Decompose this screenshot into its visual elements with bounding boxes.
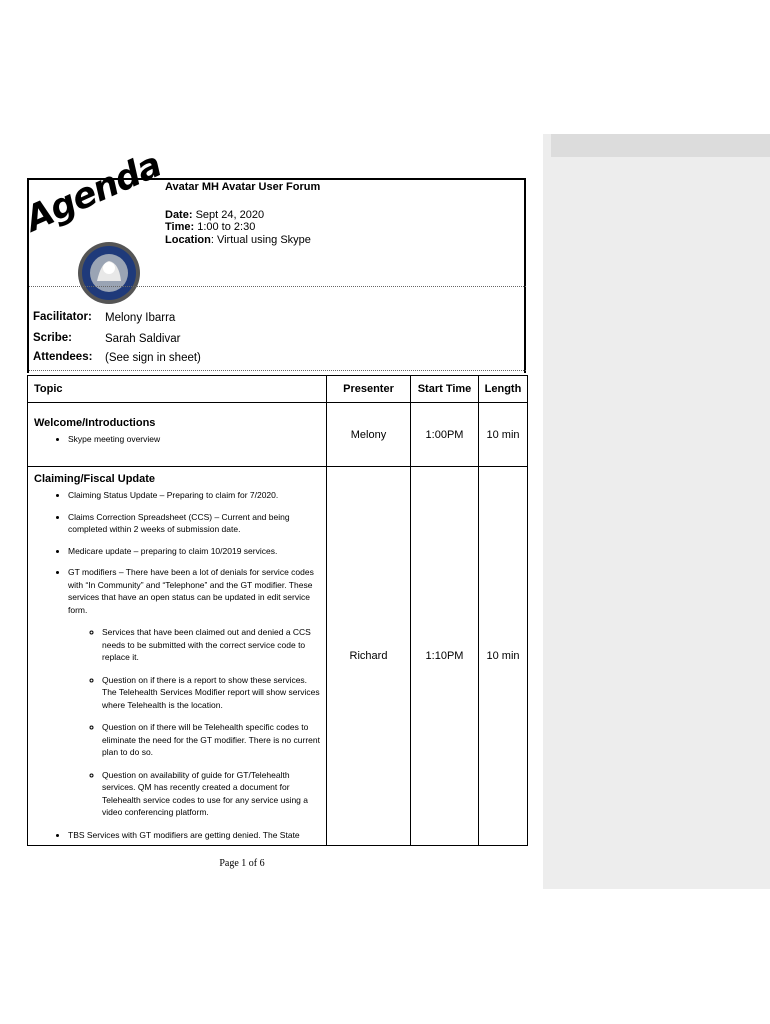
county-seal-icon (77, 241, 141, 305)
list-item: • Claiming Status Update – Preparing to claim for 7/2020. (68, 489, 320, 502)
sub-list-item: ◦ Question on if there is a report to show these services. The Telehealth Services Modifier report will show services where Telehealth is the location. (102, 674, 320, 712)
presenter-cell: Richard (327, 467, 411, 846)
comment-pane (543, 134, 770, 889)
col-header-start-time: Start Time (411, 376, 479, 403)
roles-divider (29, 370, 526, 371)
table-row (28, 403, 528, 467)
table-row (28, 467, 528, 846)
page-number: Page 1 of 6 (219, 858, 265, 869)
sub-list-item: ◦ Question on if there will be Telehealth specific codes to eliminate the need for the GT modifier. There is no current plan to do so. (102, 721, 320, 759)
length-cell: 10 min (479, 467, 528, 846)
attendees-label: Attendees: (33, 351, 93, 363)
list-item: • Claims Correction Spreadsheet (CCS) – Current and being completed within 2 weeks of submission date. (68, 511, 320, 536)
header-divider (29, 286, 526, 287)
list-item: • TBS Services with GT modifiers are getting denied. The State (68, 829, 320, 842)
topic-title: Claiming/Fiscal Update (34, 473, 156, 485)
col-header-length: Length (479, 376, 528, 403)
topic-cell (28, 403, 327, 467)
list-item: • Skype meeting overview (68, 433, 320, 446)
header-title: Avatar MH Avatar User Forum (165, 181, 321, 193)
facilitator-label: Facilitator: (33, 311, 92, 323)
topic-title: Welcome/Introductions (34, 417, 156, 429)
scribe-label: Scribe: (33, 332, 72, 344)
agenda-logo-text: Agenda (19, 145, 168, 240)
col-header-topic: Topic (28, 376, 327, 403)
scribe-value: Sarah Saldivar (105, 333, 181, 345)
comment-pane-header (551, 134, 770, 157)
table-header-row (28, 376, 528, 403)
presenter-cell: Melony (327, 403, 411, 467)
list-item: • Medicare update – preparing to claim 10/2019 services. (68, 545, 320, 558)
length-cell: 10 min (479, 403, 528, 467)
header-date: Date: Sept 24, 2020 (165, 209, 265, 221)
attendees-value: (See sign in sheet) (105, 352, 201, 364)
topic-cell (28, 467, 327, 846)
list-item: • GT modifiers – There have been a lot of denials for service codes with “In Community” and “Telephone” and the GT modifier. These services that have an open status can be updated in edit service form. ◦ Services that have been claimed out and denied a CCS needs to be submitted with the correct service code to replace it. ◦ Question on if there is a report to show these services. The Telehealth Services Modifier report will show services where Telehealth is the location. ◦ Question on if there will be Telehealth specific codes to eliminate the need for the GT modifier. There is no current plan to do so. ◦ Question on availability of guide for GT/Telehealth services. QM has recently created a document for Telehealth service codes to use for any service using a video conferencing platform. (68, 566, 320, 819)
start-time-cell: 1:00PM (411, 403, 479, 467)
header-time: Time: 1:00 to 2:30 (165, 221, 256, 233)
facilitator-value: Melony Ibarra (105, 312, 176, 324)
header-location: Location: Virtual using Skype (165, 234, 311, 246)
start-time-cell: 1:10PM (411, 467, 479, 846)
agenda-table (27, 375, 528, 846)
sub-list-item: ◦ Services that have been claimed out and denied a CCS needs to be submitted with the correct service code to replace it. (102, 626, 320, 664)
sub-list-item: ◦ Question on availability of guide for GT/Telehealth services. QM has recently created a document for Telehealth service codes to use for any service using a video conferencing platform. (102, 769, 320, 819)
col-header-presenter: Presenter (327, 376, 411, 403)
